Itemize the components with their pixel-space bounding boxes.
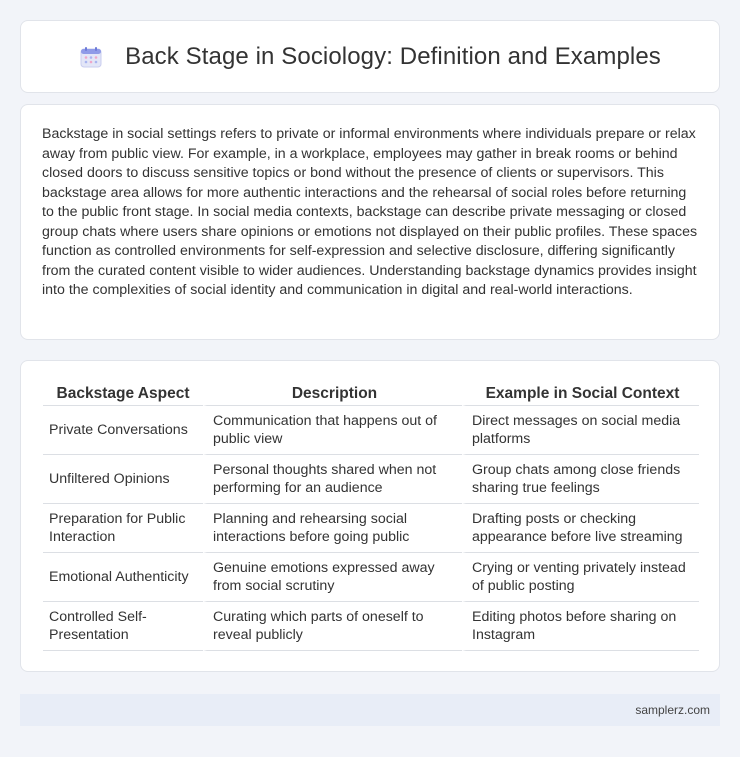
- cell-example: Drafting posts or checking appearance before live streaming: [462, 504, 699, 553]
- column-header-aspect: Backstage Aspect: [43, 383, 203, 406]
- table-row: [43, 504, 699, 553]
- cell-description: Planning and rehearsing social interactions before going public: [203, 504, 462, 553]
- cell-aspect: Emotional Authenticity: [43, 553, 203, 602]
- footer-source: samplerz.com: [635, 703, 710, 717]
- cell-example: Group chats among close friends sharing true feelings: [462, 455, 699, 504]
- intro-paragraph: Backstage in social settings refers to private or informal environments where individuals prepare or relax away from public view. For example, in a workplace, employees may gather in break rooms or behind closed doors to discuss sensitive topics or bond without the presence of clients or supervisors. This backstage area allows for more authentic interactions and the rehearsal of social roles before returning to the public front stage. In social media contexts, backstage can describe private messaging or closed group chats where users share opinions or emotions not displayed on their public profiles. These spaces function as controlled environments for self-expression and selective disclosure, differing significantly from the curated content visible to wider audiences. Understanding backstage dynamics provides insight into the complexities of social identity and communication in digital and real-world interactions.: [42, 126, 698, 298]
- column-header-description: Description: [203, 383, 462, 406]
- column-header-example: Example in Social Context: [462, 383, 699, 406]
- table-header-row: [43, 383, 699, 406]
- cell-aspect: Unfiltered Opinions: [43, 455, 203, 504]
- page-title: Back Stage in Sociology: Definition and Examples: [125, 42, 661, 70]
- cell-aspect: Preparation for Public Interaction: [43, 504, 203, 553]
- footer-bar: [20, 694, 720, 726]
- cell-example: Crying or venting privately instead of public posting: [462, 553, 699, 602]
- title-row: [79, 43, 661, 71]
- aspects-table: [43, 383, 699, 651]
- cell-example: Direct messages on social media platforms: [462, 406, 699, 455]
- cell-description: Personal thoughts shared when not performing for an audience: [203, 455, 462, 504]
- cell-description: Communication that happens out of public view: [203, 406, 462, 455]
- table-row: [43, 455, 699, 504]
- table-row: [43, 406, 699, 455]
- cell-example: Editing photos before sharing on Instagram: [462, 602, 699, 651]
- calendar-icon: [79, 45, 103, 69]
- cell-aspect: Controlled Self-Presentation: [43, 602, 203, 651]
- cell-description: Genuine emotions expressed away from social scrutiny: [203, 553, 462, 602]
- intro-card: [20, 104, 720, 340]
- cell-description: Curating which parts of oneself to reveal publicly: [203, 602, 462, 651]
- table-row: [43, 553, 699, 602]
- title-card: [20, 20, 720, 93]
- table-row: [43, 602, 699, 651]
- cell-aspect: Private Conversations: [43, 406, 203, 455]
- table-card: [20, 360, 720, 672]
